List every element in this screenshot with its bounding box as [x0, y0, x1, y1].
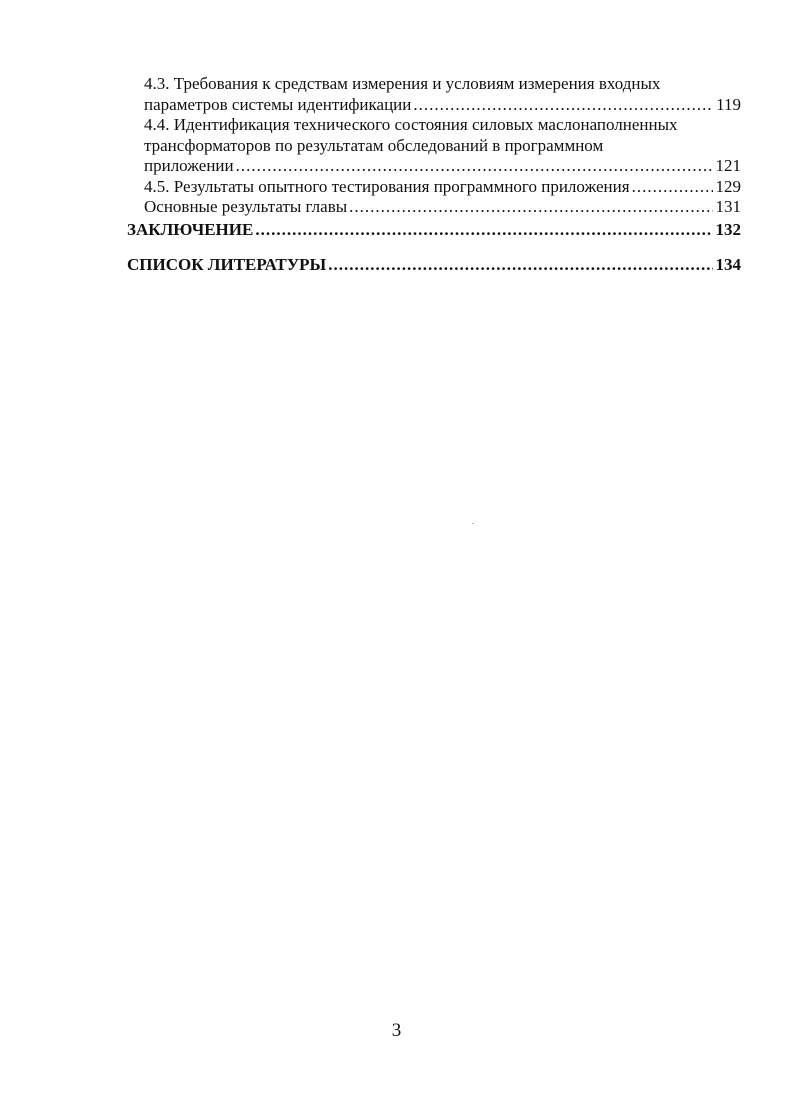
toc-page-number: 131: [715, 197, 741, 216]
scan-speck: [472, 523, 474, 524]
toc-page-number: 134: [715, 254, 741, 274]
toc-entry-text: 4.4. Идентификация технического состояния силовых маслонаполненных: [144, 115, 678, 134]
toc-entry-title: ЗАКЛЮЧЕНИЕ: [127, 219, 254, 239]
toc-entry-leader: [127, 219, 741, 241]
toc-entry-text: Основные результаты главы: [144, 197, 348, 216]
toc-entry-references[interactable]: [127, 254, 741, 276]
toc-entry-4-4[interactable]: [127, 115, 741, 177]
page-number: 3: [391, 1020, 402, 1041]
toc-entry-text: приложении: [144, 156, 234, 175]
table-of-contents: [127, 74, 741, 276]
toc-entry-leader: [144, 156, 741, 177]
toc-page-number: 121: [715, 156, 741, 175]
dot-leader: [328, 254, 712, 276]
toc-entry-leader: [144, 95, 741, 116]
toc-entry-4-5[interactable]: [127, 177, 741, 198]
toc-entry-text: трансформаторов по результатам обследований в программном: [144, 135, 604, 155]
toc-page-number: 119: [716, 94, 741, 114]
dot-leader: [349, 197, 712, 218]
toc-page-number: 132: [715, 219, 741, 239]
dot-leader: [632, 177, 713, 198]
toc-entry-leader: [144, 177, 741, 198]
toc-entry-4-3[interactable]: [127, 74, 741, 115]
toc-entry-leader: [144, 197, 741, 218]
toc-entry-conclusion[interactable]: [127, 219, 741, 241]
toc-entry-leader: [127, 254, 741, 276]
toc-entry-text: параметров системы идентификации: [144, 94, 412, 114]
dot-leader: [255, 219, 712, 241]
dot-leader: [413, 95, 713, 116]
toc-entry-text: 4.3. Требования к средствам измерения и условиям измерения входных: [144, 74, 661, 93]
toc-entry-title: СПИСОК ЛИТЕРАТУРЫ: [127, 254, 327, 274]
toc-page-number: 129: [715, 176, 741, 196]
dot-leader: [236, 156, 713, 177]
toc-entry-chapter-results[interactable]: [127, 197, 741, 218]
toc-entry-text: 4.5. Результаты опытного тестирования программного приложения: [144, 176, 630, 196]
